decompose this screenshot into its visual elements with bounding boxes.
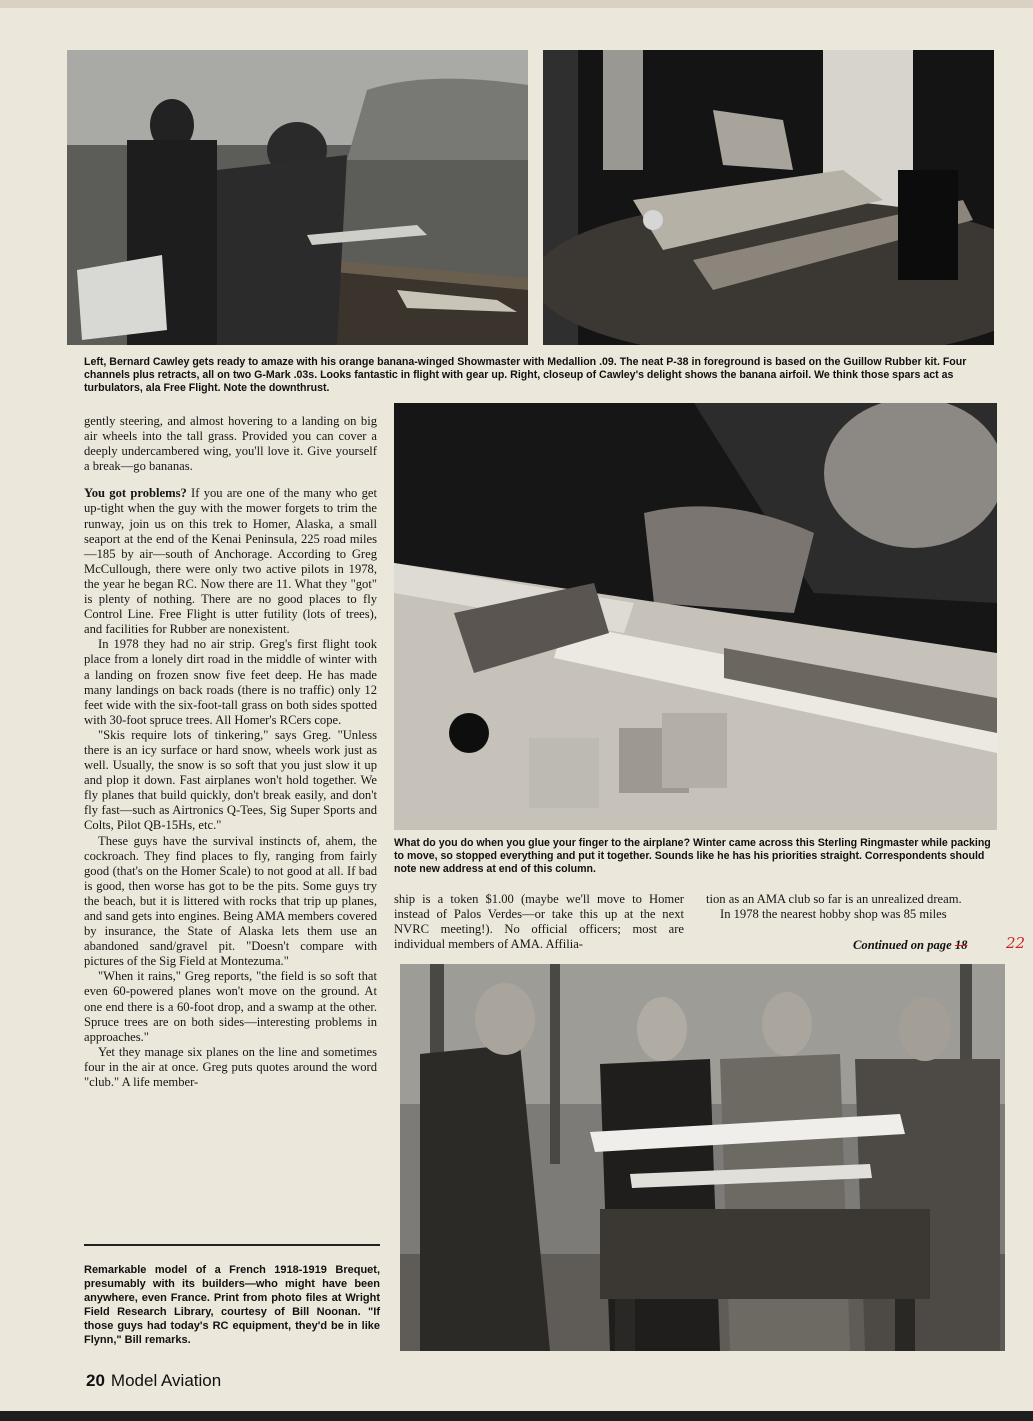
photo-top-right — [543, 50, 994, 345]
caption-top: Left, Bernard Cawley gets ready to amaze with his orange banana-winged Showmaster with Medallion .09. The neat P-38 in foreground is based on the Guillow Rubber kit. Four channels plus retracts, all on two G-Mark .03s. Looks fantastic in flight with gear up. Right, closeup of Cawley's delight shows the banana airfoil. We think those spars act as turbulators, ala Free Flight. Note the downthrust. — [84, 356, 967, 395]
article-paragraph-text: If you are one of the many who get up-tight when the guy with the mower forgets to trim the runway, join us on this trek to Homer, Alaska, a small seaport at the end of the Kenai Peninsula, 225 road miles—185 by air—south of Anchorage. According to Greg McCullough, there were only two active pilots in 1978, the year he began RC. Now there are 11. What they "got" is plenty of nothing. There are no good places to fly Control Line. Free Flight is utter futility (lots of trees), and facilities for Rubber are nonexistent. — [84, 486, 377, 637]
folio — [86, 1371, 221, 1391]
article-paragraph: In 1978 they had no air strip. Greg's first flight took place from a lonely dirt road in the middle of winter with a landing on frozen snow five feet deep. He has made many landings on back roads (there is no traffic) only 12 feet wide with the six-foot-tall grass on both sides spotted with 30-foot spruce trees. All Homer's RCers cope. — [84, 637, 377, 727]
article-paragraph: These guys have the survival instincts of, ahem, the cockroach. They find places to fly, ranging from fairly good (that's on the Homer Scale) to not good at all. If bad is good, then worse has got to be the pits. Some guys try the beach, but it is littered with rocks that trip up planes, and sand gets into engines. Being AMA members covered by insurance, the State of Alaska lets them use an abandoned sand/gravel pit. "Doesn't compare with pictures of the Sig Field at Montezuma." — [84, 833, 377, 969]
article-paragraph: Yet they manage six planes on the line and sometimes four in the air at once. Greg puts quotes around the word "club." A life member- — [84, 1044, 377, 1090]
continued-old-page: 18 — [954, 938, 968, 952]
caption-divider — [84, 1244, 380, 1246]
photo-top-right-image — [543, 50, 994, 345]
photo-bottom-image — [400, 964, 1005, 1351]
article-paragraph: "When it rains," Greg reports, "the field is so soft that even 60-powered planes won't move on the ground. At one end there is a 60-foot drop, and a swamp at the other. Spruce trees are on both sides—interesting problems in approaches." — [84, 969, 377, 1044]
continued-on-page — [853, 938, 967, 953]
caption-middle: What do you do when you glue your finger to the airplane? Winter came across this Sterling Ringmaster while packing to move, so stopped everything and put it together. Sounds like he has his priorities straight. Correspondents should note new address at end of this column. — [394, 837, 991, 876]
page-number: 20 — [86, 1371, 105, 1390]
article-column-left — [84, 414, 377, 1090]
photo-bottom — [400, 964, 1005, 1351]
article-paragraph — [84, 486, 377, 637]
article-paragraph: "Skis require lots of tinkering," says Greg. "Unless there is an icy surface or hard snow, wheels work just as well. Usually, the snow is so soft that you just slow it up and plop it down. Fast airplanes won't hold together. We fly planes that build quickly, don't break easily, and don't fly fast—such as Airtronics Q-Tees, Sig Super Sports and Colts, Pilot QB-15Hs, etc." — [84, 727, 377, 833]
article-paragraph: In 1978 the nearest hobby shop was 85 miles — [720, 907, 947, 922]
handwritten-page-correction: 22 — [1006, 934, 1026, 952]
article-column-right — [706, 892, 998, 922]
article-subhead: You got problems? — [84, 486, 187, 501]
photo-middle-image — [394, 403, 997, 830]
article-paragraph: gently steering, and almost hovering to a landing on big air wheels into the tall grass. Provided you can cover a deeply undercambered wing, you'll love it. Give yourself a break—go bananas. — [84, 414, 377, 474]
magazine-title: Model Aviation — [110, 1371, 222, 1390]
photo-top-left-image — [67, 50, 528, 345]
article-paragraph: ship is a token $1.00 (maybe we'll move to Homer instead of Palos Verdes—or take this up at the next NVRC meeting!). No official officers; most are individual members of AMA. Affilia- — [394, 892, 684, 952]
page-edge-bottom — [0, 1411, 1033, 1421]
photo-middle — [394, 403, 997, 830]
page-edge-top — [0, 0, 1033, 8]
photo-top-left — [67, 50, 528, 345]
continued-label: Continued on page — [853, 938, 952, 952]
caption-bottom: Remarkable model of a French 1918-1919 Brequet, presumably with its builders—who might have been anywhere, even France. Print from photo files at Wright Field Research Library, courtesy of Bill Noonan. "If those guys had today's RC equipment, they'd be in like Flynn," Bill remarks. — [84, 1264, 380, 1347]
article-column-middle — [394, 892, 684, 952]
article-paragraph: tion as an AMA club so far is an unrealized dream. — [706, 892, 962, 906]
